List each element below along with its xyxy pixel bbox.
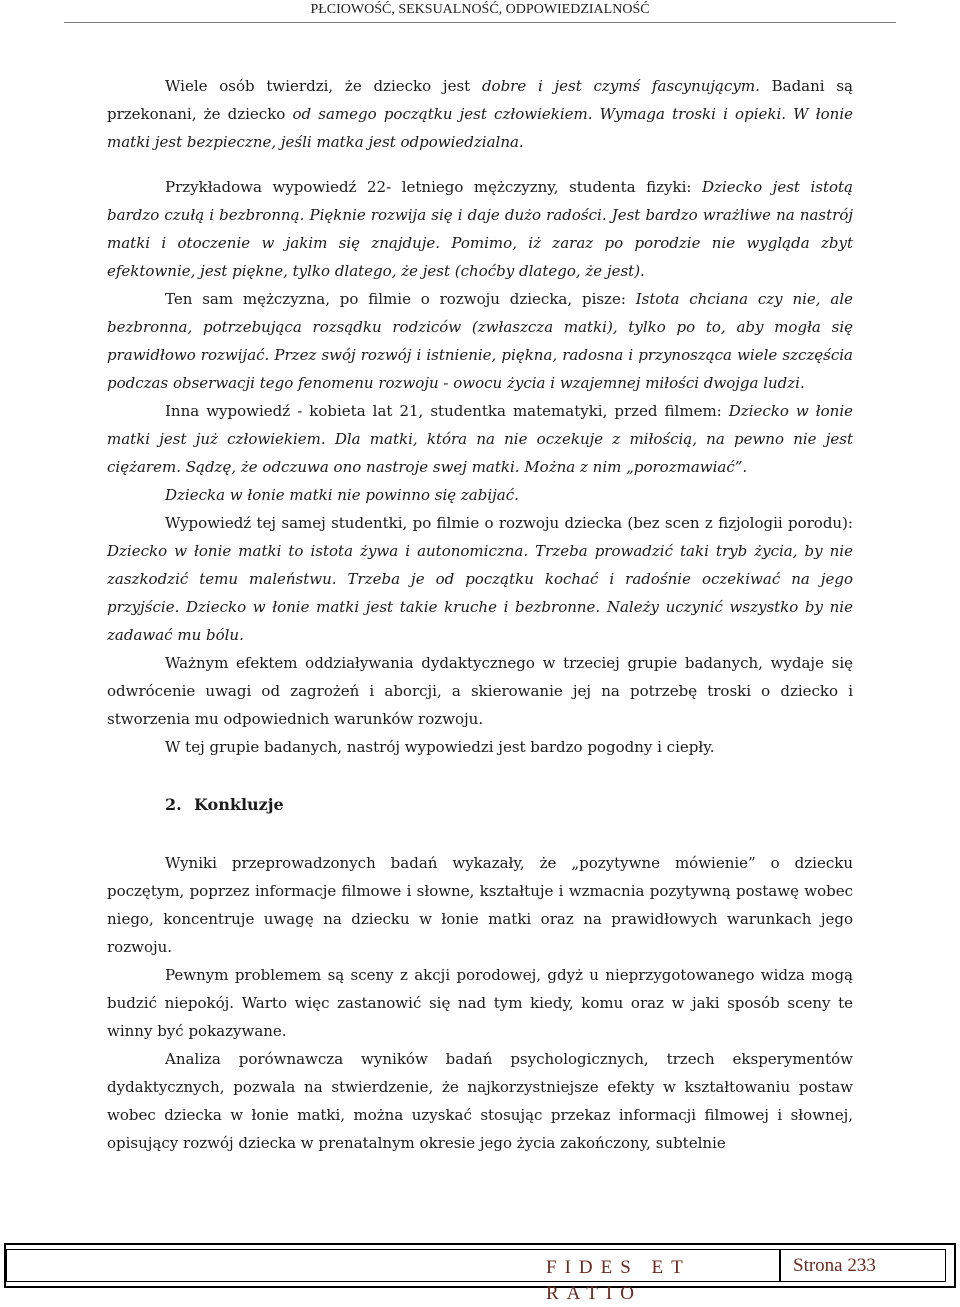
conclusion-paragraphs bbox=[107, 849, 853, 1157]
paragraph bbox=[107, 849, 853, 961]
paragraph-text: Przykładowa wypowiedź 22- letniego mężczyzny, studenta fizyki: bbox=[165, 178, 702, 196]
paragraph bbox=[107, 72, 853, 156]
running-title: PŁCIOWOŚĆ, SEKSUALNOŚĆ, ODPOWIEDZIALNOŚĆ bbox=[310, 2, 650, 17]
quoted-text: Dziecka w łonie matki nie powinno się zabijać. bbox=[165, 486, 519, 504]
findings-paragraphs bbox=[107, 72, 853, 761]
paragraph-text: Analiza porównawcza wyników badań psychologicznych, trzech eksperymentów dydaktycznych, pozwala na stwierdzenie, że najkorzystniejsze efekty w kształtowaniu postaw wobec dziecka w łonie matki, można uzyskać stosując przekaz informacji filmowej i słownej, opisujący rozwój dziecka w prenatalnym okresie jego życia zakończony, subtelnie bbox=[107, 1050, 853, 1152]
paragraph-text: W tej grupie badanych, nastrój wypowiedzi jest bardzo pogodny i ciepły. bbox=[165, 738, 715, 756]
section-number: 2. bbox=[165, 795, 182, 814]
paragraph bbox=[107, 481, 853, 509]
paragraph bbox=[107, 173, 853, 285]
paragraph bbox=[107, 733, 853, 761]
section-title: Konkluzje bbox=[194, 795, 284, 814]
quoted-text: dobre i jest czymś fascynującym. bbox=[481, 77, 760, 95]
paragraph-text: Ten sam mężczyzna, po filmie o rozwoju dziecka, pisze: bbox=[165, 290, 636, 308]
quoted-text: Dziecko jest istotą bardzo czułą i bezbronną. Pięknie rozwija się i daje dużo radości. Jest bardzo wrażliwe na nastrój matki i otoczenie w jakim się znajduje. Pomimo, iż zaraz po porodzie nie wygląda zbyt efektownie, jest piękne, tylko dlatego, że jest (choćby dlatego, że jest). bbox=[107, 178, 853, 280]
paragraph bbox=[107, 509, 853, 649]
page-number: Strona 233 bbox=[779, 1249, 890, 1282]
paragraph bbox=[107, 1045, 853, 1157]
quoted-text: od samego początku jest człowiekiem. Wymaga troski i opieki. W łonie matki jest bezpieczne, jeśli matka jest odpowiedzialna. bbox=[107, 105, 853, 151]
paragraph bbox=[107, 285, 853, 397]
page-body bbox=[107, 72, 853, 1157]
paragraph bbox=[107, 397, 853, 481]
paragraph-text: Inna wypowiedź - kobieta lat 21, studentka matematyki, przed filmem: bbox=[165, 402, 729, 420]
paragraph-text: Pewnym problemem są sceny z akcji porodowej, gdyż u nieprzygotowanego widza mogą budzić niepokój. Warto więc zastanowić się nad tym kiedy, komu oraz w jaki sposób sceny te winny być pokazywane. bbox=[107, 966, 853, 1040]
paragraph-text: Ważnym efektem oddziaływania dydaktycznego w trzeciej grupie badanych, wydaje się odwrócenie uwagi od zagrożeń i aborcji, a skierowanie jej na potrzebę troski o dziecko i stworzenia mu odpowiednich warunków rozwoju. bbox=[107, 654, 853, 728]
paragraph bbox=[107, 649, 853, 733]
paragraph-text: Wiele osób twierdzi, że dziecko jest bbox=[165, 77, 482, 95]
quoted-text: Dziecko w łonie matki jest już człowiekiem. Dla matki, która na nie oczekuje z miłością, na pewno nie jest ciężarem. Sądzę, że odczuwa ono nastroje swej matki. Można z nim „porozmawiać”. bbox=[107, 402, 853, 476]
paragraph-text: Wypowiedź tej samej studentki, po filmie o rozwoju dziecka (bez scen z fizjologii porodu): bbox=[165, 514, 853, 532]
paragraph bbox=[107, 961, 853, 1045]
quoted-text: Istota chciana czy nie, ale bezbronna, potrzebująca rozsądku rodziców (zwłaszcza matki), tylko po to, aby mogła się prawidłowo rozwijać. Przez swój rozwój i istnienie, piękna, radosna i przynosząca wiele szczęścia podczas obserwacji tego fenomenu rozwoju - owocu życia i wzajemnej miłości dwojga ludzi. bbox=[107, 290, 854, 392]
running-header bbox=[0, 0, 960, 24]
paragraph-text: Wyniki przeprowadzonych badań wykazały, że „pozytywne mówienie” o dziecku poczętym, poprzez informacje filmowe i słowne, kształtuje i wzmacnia pozytywną postawę wobec niego, koncentruje uwagę na dziecku w łonie matki oraz na prawidłowych warunkach jego rozwoju. bbox=[107, 854, 853, 956]
quoted-text: Dziecko w łonie matki to istota żywa i autonomiczna. Trzeba prowadzić taki tryb życia, by nie zaszkodzić temu maleństwu. Trzeba je od początku kochać i radośnie oczekiwać na jego przyjście. Dziecko w łonie matki jest takie kruche i bezbronne. Należy uczynić wszystko by nie zadawać mu bólu. bbox=[107, 542, 853, 644]
journal-motto: FIDES ET RATIO bbox=[546, 1257, 691, 1304]
section-heading bbox=[165, 791, 853, 819]
paragraph-text: Badani są przekonani, że dziecko bbox=[107, 77, 853, 123]
header-rule bbox=[64, 22, 896, 23]
